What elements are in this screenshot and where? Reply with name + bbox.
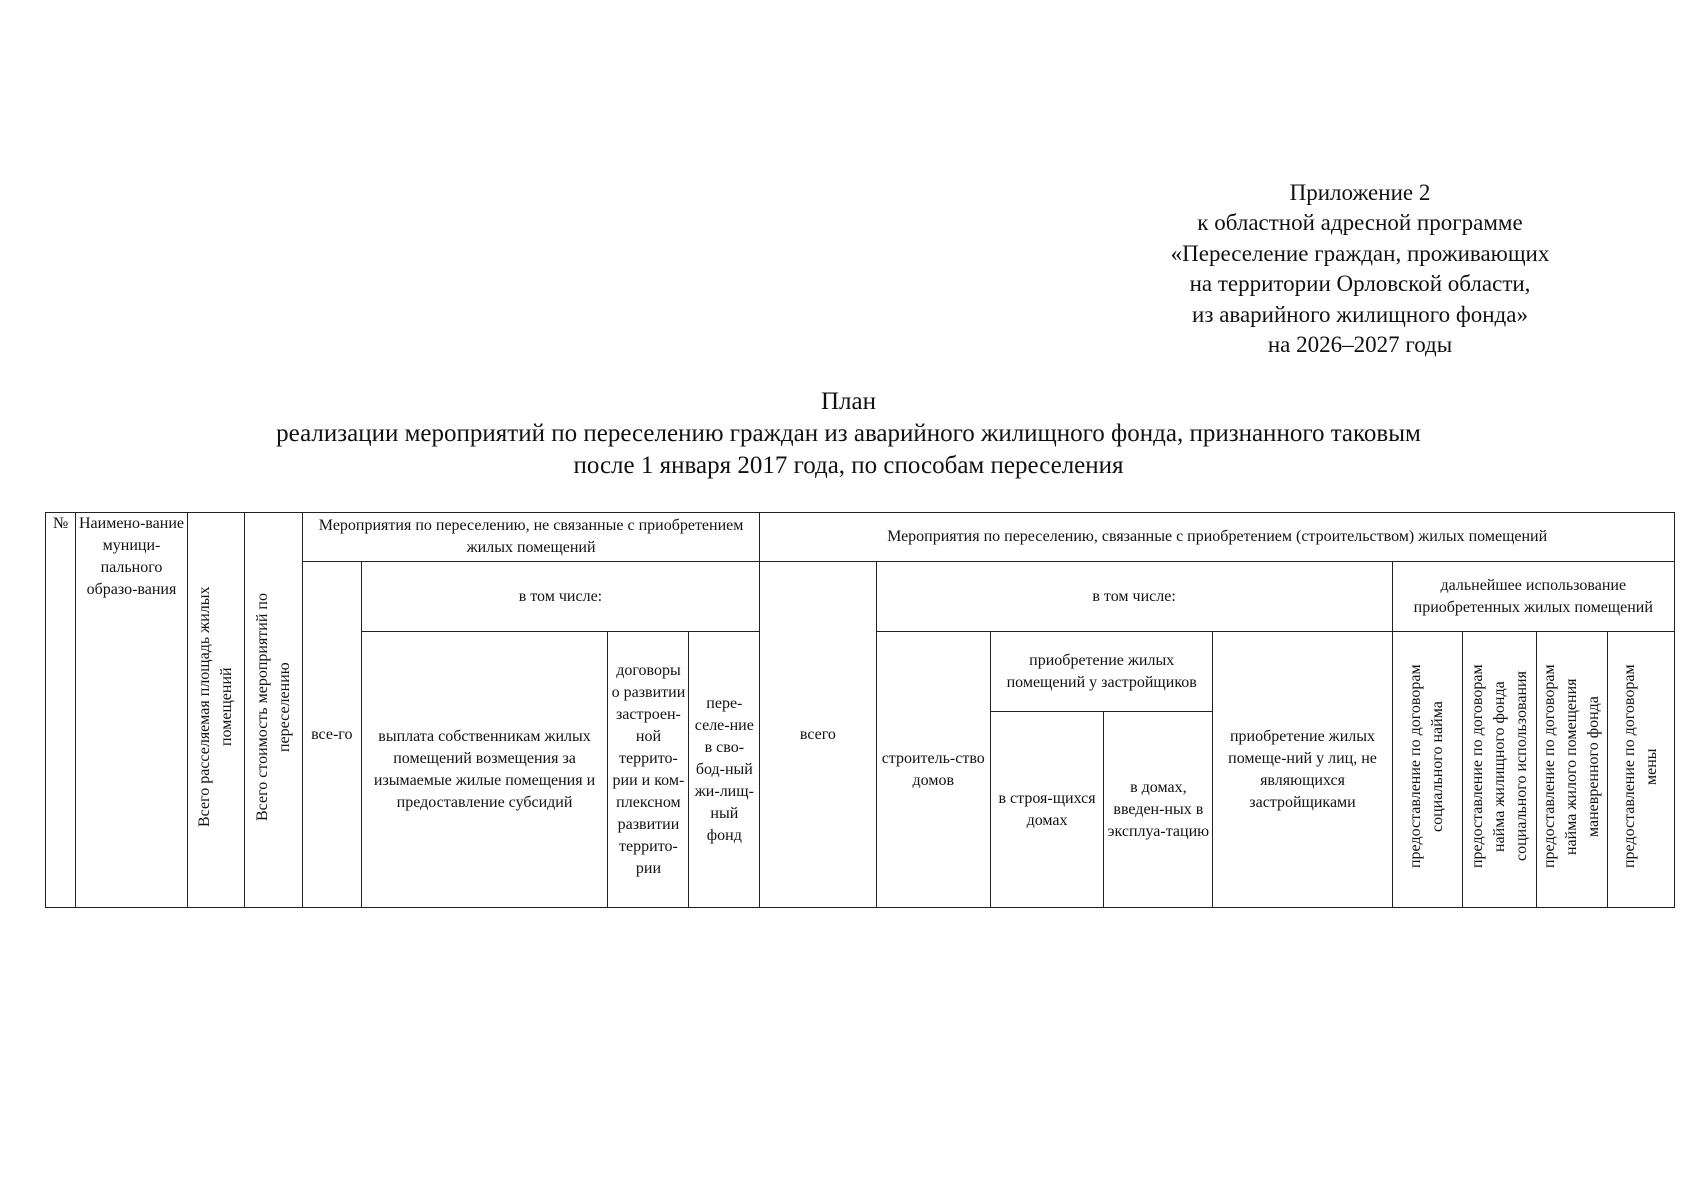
header-r-in-construction: в строя-щихся домах (990, 712, 1103, 908)
header-use-social-use-text: предоставление по договорам найма жилищного фонда социального использования (1468, 664, 1530, 868)
resettlement-plan-table (45, 512, 1675, 908)
header-total-cost (245, 513, 303, 908)
plan-subtitle-line2: после 1 января 2017 года, по способам переселения (573, 452, 1124, 479)
header-total-cost-text: Всего стоимость мероприятий по переселению (253, 592, 293, 821)
header-total-area-text: Всего расселяемая площадь жилых помещений (195, 586, 235, 827)
header-nr-contracts: договоры о развитии застроен-ной террито-рии и ком-плексном развитии террито-рии (608, 632, 689, 908)
header-number: № (46, 513, 76, 908)
header-related-group: Мероприятия по переселению, связанные с приобретением (строительством) жилых помещений (760, 513, 1675, 562)
header-nr-payment: выплата собственникам жилых помещений возмещения за изымаемые жилые помещения и предоставление субсидий (361, 632, 608, 908)
header-total-area (187, 513, 245, 908)
header-r-total: всего (760, 562, 876, 908)
header-r-from-non-developers: приобретение жилых помеще-ний у лиц, не являющихся застройщиками (1213, 632, 1392, 908)
header-r-from-developers: приобретение жилых помещений у застройщиков (990, 632, 1213, 712)
plan-subtitle-line1: реализации мероприятий по переселению граждан из аварийного жилищного фонда, признанного таковым (276, 420, 1421, 447)
appendix-line: «Переселение граждан, проживающих (1170, 240, 1550, 266)
header-nr-total: все-го (302, 562, 361, 908)
header-r-including: в том числе: (876, 562, 1392, 632)
header-use-maneuver (1537, 632, 1608, 908)
header-use-social (1392, 632, 1463, 908)
header-use-maneuver-text: предоставление по договорам найма жилого помещения маневренного фонда (1541, 664, 1603, 868)
plan-heading (0, 386, 1697, 482)
header-not-related-group: Мероприятия по переселению, не связанные с приобретением жилых помещений (302, 513, 759, 562)
appendix-line: к областной адресной программе (1197, 210, 1523, 236)
header-nr-resettle: пере-селе-ние в сво-бод-ный жи-лищ-ный фонд (689, 632, 760, 908)
appendix-line: Приложение 2 (1289, 180, 1431, 205)
header-further-use: дальнейшее использование приобретенных жилых помещений (1392, 562, 1674, 632)
header-use-other-text: предоставление по договорам мены (1621, 664, 1660, 868)
header-r-in-operation: в домах, введен-ных в эксплуа-тацию (1104, 712, 1213, 908)
header-use-social-text: предоставление по договорам социального найма (1407, 664, 1447, 868)
header-use-social-use (1463, 632, 1537, 908)
appendix-line: из аварийного жилищного фонда» (1192, 301, 1528, 327)
header-r-construction: строитель-ство домов (876, 632, 990, 908)
header-use-other (1608, 632, 1675, 908)
header-nr-including: в том числе: (361, 562, 760, 632)
appendix-block (1080, 178, 1640, 360)
header-municipality-name: Наимено-вание муници-пального образо-вания (76, 513, 187, 908)
appendix-line: на 2026–2027 годы (1267, 332, 1453, 358)
appendix-line: на территории Орловской области, (1189, 271, 1531, 297)
plan-title: План (820, 388, 876, 415)
